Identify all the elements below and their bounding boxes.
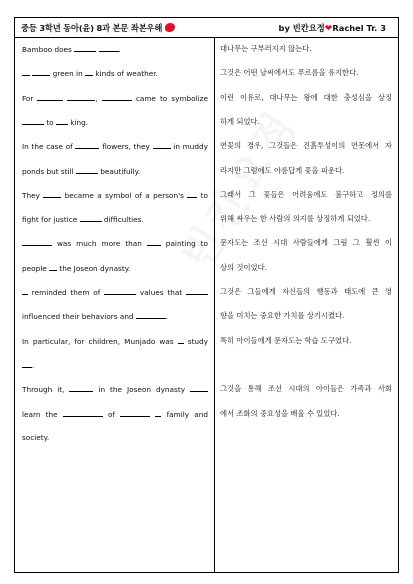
english-text: king. [67,117,89,127]
english-text: became a symbol of a person's [61,190,188,200]
blank-field[interactable] [63,409,103,417]
english-line [22,384,208,394]
english-text: difficulties. [101,215,144,225]
author-credit [279,22,387,34]
blank-field[interactable] [56,117,68,125]
blank-field[interactable] [67,93,95,101]
blank-field[interactable] [136,311,169,322]
blank-field[interactable] [104,287,136,295]
korean-line: 문자도는 조선 시대 사람들에게 그림 그 훨씬 이 [220,238,392,248]
blank-field[interactable] [85,68,93,76]
english-text: society. [22,432,50,442]
english-text: painting to [160,239,208,249]
english-line [22,336,208,346]
english-text: reminded them of [28,288,105,297]
english-text: influenced their behaviors and [22,312,136,322]
blank-field[interactable] [186,287,208,295]
korean-line: 에서 조화의 중요성을 배울 수 있었다. [220,408,340,418]
worksheet-title [21,22,175,34]
blank-field[interactable] [74,44,96,52]
english-text: to [44,117,56,127]
korean-line: 이런 이유로, 대나무는 왕에 대한 충성심을 상징 [220,92,392,102]
blank-field[interactable] [153,141,171,149]
english-line [22,287,208,297]
column-divider [214,38,215,573]
blank-field[interactable] [76,166,98,174]
english-line [22,68,208,78]
english-text: In the case of [22,142,76,152]
english-line [22,409,208,419]
english-text: was much more than [52,239,147,249]
english-text: In particular, for children, Munjado was [22,336,178,346]
english-text: green in [50,69,86,79]
english-line [22,93,208,103]
blank-field[interactable] [69,384,93,392]
english-text: of [102,409,121,419]
author-prefix: by 빈칸요정 [278,23,325,33]
english-text: flowers, they [99,142,153,152]
blank-field[interactable] [80,214,102,222]
english-line [22,166,208,176]
english-line [22,433,208,442]
english-line [22,44,208,54]
worksheet-frame [14,17,399,573]
english-line [22,311,208,321]
english-text: learn the [22,409,63,419]
blank-field[interactable] [120,409,150,417]
korean-line: 연꽃의 경우, 그것들은 진흙투성이의 연못에서 자 [220,141,392,151]
english-text: . [165,312,169,322]
english-text: the Joseon dynasty. [57,263,131,273]
blank-field[interactable] [22,68,30,76]
english-text: family and [161,409,208,419]
korean-line: 그것은 어떤 날씨에서도 푸르름을 유지한다. [220,68,359,78]
blank-field[interactable] [22,360,35,370]
english-text: to [197,190,208,200]
korean-line: 라지만 그럼에도 아름답게 꽃을 피운다. [220,165,345,175]
blank-field[interactable] [43,190,61,198]
english-text: Through it, [22,385,70,395]
english-text: Bamboo does [22,45,75,54]
english-line [22,117,208,127]
korean-line: 향을 미치는 중요한 가치를 상기시켰다. [220,311,345,321]
english-text: fight for justice [22,215,80,225]
english-text: beautifully. [97,166,141,176]
blank-field[interactable] [190,384,208,392]
korean-line: 위해 싸우는 한 사람의 의지를 상징하게 되었다. [220,214,371,224]
korean-line: 특히 아이들에게 문자도는 학습 도구였다. [220,335,352,345]
blank-field[interactable] [147,238,161,246]
korean-line: 대나무는 구부러지지 않는다. [220,44,312,53]
korean-line: 그것을 통해 조선 시대의 아이들은 가족과 사회 [220,384,392,394]
english-text: study [183,336,208,346]
english-text: . [118,45,121,54]
korean-line: 상의 것이었다. [220,262,267,272]
english-text: values that [136,288,186,297]
english-text: people [22,263,50,273]
blank-field[interactable] [22,238,52,246]
title-text: 중등 3학년 동아(윤) 8과 본문 좌본우해 [21,23,163,33]
blank-field[interactable] [22,117,44,125]
blank-field[interactable] [99,44,119,52]
korean-line: 하게 되었다. [220,116,260,126]
english-text: They [22,190,44,200]
english-text: came to symbolize [131,93,208,103]
english-line [22,190,208,200]
english-text: in muddy [170,142,208,152]
heart-icon: ❤ [324,24,333,34]
english-text: For [22,93,38,103]
english-text: , [95,93,102,103]
blank-field[interactable] [37,93,63,101]
korean-line: 그것은 그들에게 자신들의 행동과 태도에 큰 영 [220,287,392,296]
english-text: ponds but still [22,166,76,176]
worksheet-header [15,18,398,38]
red-blob-icon [165,23,175,32]
english-line [22,263,208,273]
english-text: in the Joseon dynasty [93,385,190,395]
blank-field[interactable] [75,141,99,149]
author-suffix: Rachel Tr. 3 [332,23,386,33]
blank-field[interactable] [102,93,132,101]
korean-line: 그래서 그 꽃들은 어려움에도 불구하고 정의를 [220,189,392,199]
english-text: kinds of weather. [93,69,158,79]
english-line [22,141,208,151]
blank-field[interactable] [49,263,57,271]
english-line [22,360,208,370]
english-text: . [32,360,35,370]
blank-field[interactable] [32,68,50,76]
